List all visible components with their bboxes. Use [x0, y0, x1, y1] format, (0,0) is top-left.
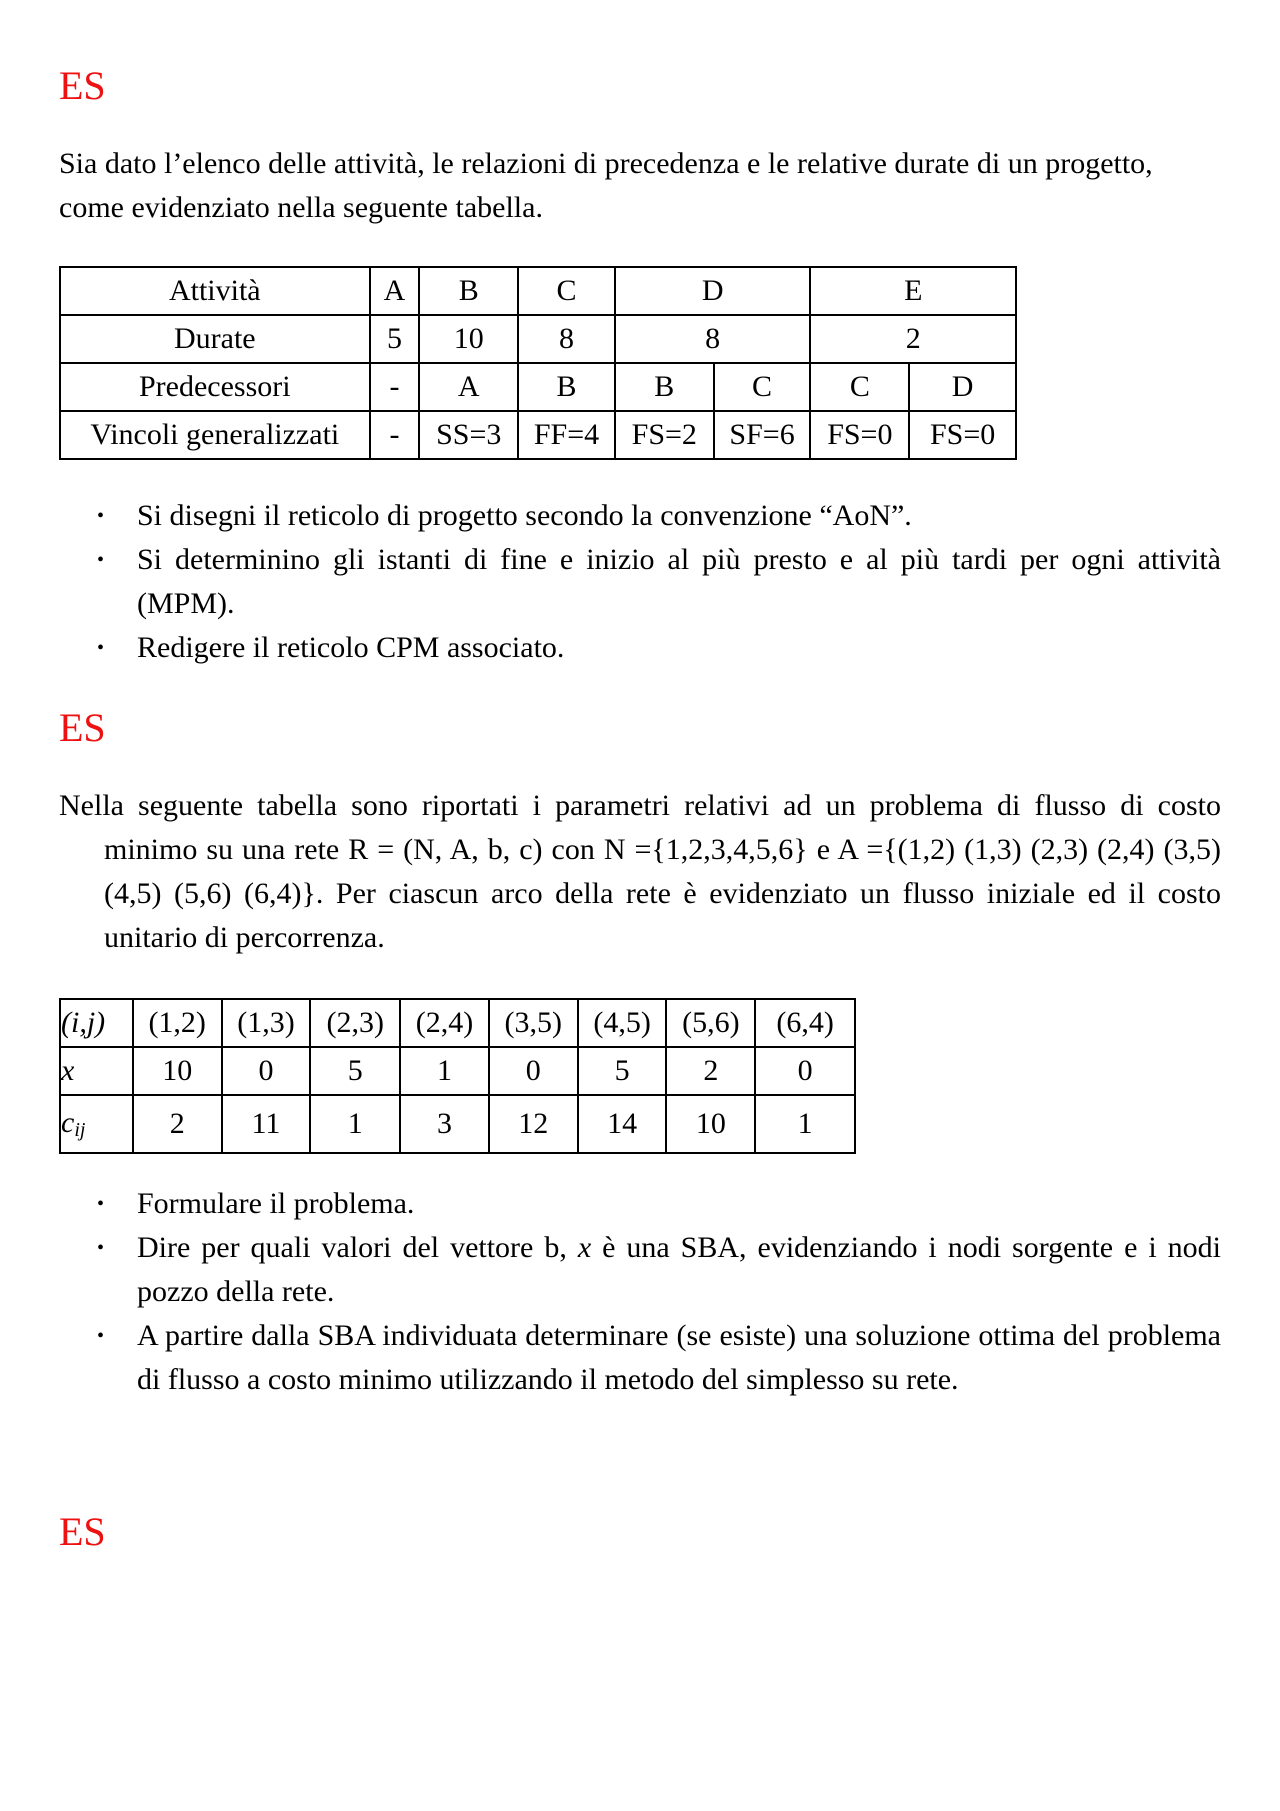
table-cell: SF=6	[714, 411, 811, 459]
table-cell: 8	[615, 315, 811, 363]
table-cell: FS=2	[615, 411, 714, 459]
table-cell: 10	[133, 1047, 222, 1095]
list-item: • Si determinino gli istanti di fine e inizio al più presto e al più tardi per ogni attività (MPM).	[59, 538, 1221, 626]
table-row	[60, 315, 1016, 363]
table-cell: FS=0	[909, 411, 1016, 459]
table-cell: (5,6)	[666, 999, 755, 1047]
row-label-cij: $c_{ij}$	[60, 1095, 133, 1153]
table-cell: (1,2)	[133, 999, 222, 1047]
table-cell: 1	[755, 1095, 855, 1153]
table-cell: FF=4	[518, 411, 615, 459]
bullet-icon: •	[97, 1237, 105, 1259]
table-cell: 5	[310, 1047, 400, 1095]
bullet-icon: •	[97, 1193, 105, 1215]
header-ij: (i,j)	[60, 999, 133, 1047]
table-cell: 5	[578, 1047, 667, 1095]
list-item: • Formulare il problema.	[59, 1182, 1221, 1226]
activity-table	[59, 266, 1017, 460]
table-cell: 3	[400, 1095, 489, 1153]
table-cell: -	[370, 363, 420, 411]
table-cell: B	[518, 363, 615, 411]
list-item: • Si disegni il reticolo di progetto secondo la convenzione “AoN”.	[59, 494, 1221, 538]
section1-intro: Sia dato l’elenco delle attività, le relazioni di precedenza e le relative durate di un progetto, come evidenziato nella seguente tabella.	[59, 147, 1153, 224]
list-item: • Dire per quali valori del vettore b, x è una SBA, evidenziando i nodi sorgente e i nodi pozzo della rete.	[59, 1226, 1221, 1314]
table-cell: 5	[370, 315, 420, 363]
list-item: • A partire dalla SBA individuata determinare (se esiste) una soluzione ottima del problema di flusso a costo minimo utilizzando il metodo del simplesso su rete.	[59, 1314, 1221, 1402]
section-heading-1: ES	[59, 63, 106, 108]
bullet-icon: •	[97, 505, 105, 527]
table-cell: (6,4)	[755, 999, 855, 1047]
table-row	[60, 363, 1016, 411]
table-cell: 1	[400, 1047, 489, 1095]
table-cell: -	[370, 411, 420, 459]
table-cell: 14	[578, 1095, 667, 1153]
table-cell: 1	[310, 1095, 400, 1153]
table-cell: A	[370, 267, 420, 315]
table-row	[60, 999, 855, 1047]
table-cell: D	[909, 363, 1016, 411]
section-heading-3: ES	[59, 1509, 106, 1554]
table-cell: 2	[133, 1095, 222, 1153]
row-label-attivita: Attività	[60, 267, 370, 315]
table-cell: A	[419, 363, 518, 411]
table-cell: B	[419, 267, 518, 315]
table-cell: 10	[666, 1095, 755, 1153]
section1-bullet-list	[59, 494, 1221, 670]
table-cell: 2	[666, 1047, 755, 1095]
bullet-icon: •	[97, 549, 105, 571]
table-cell: C	[714, 363, 811, 411]
section2-intro: Nella seguente tabella sono riportati i parametri relativi ad un problema di flusso di costo minimo su una rete R = (N, A, b, c) con N ={1,2,3,4,5,6} e A ={(1,2) (1,3) (2,3) (2,4) (3,5) (4,5) (5,6) (6,4)}. Per ciascun arco della rete è evidenziato un flusso iniziale ed il costo unitario di percorrenza.	[59, 789, 1221, 954]
table-cell: C	[518, 267, 615, 315]
table-cell: 0	[222, 1047, 311, 1095]
table-cell: (3,5)	[489, 999, 578, 1047]
row-label-durate: Durate	[60, 315, 370, 363]
table-cell: 8	[518, 315, 615, 363]
table-row	[60, 1047, 855, 1095]
table-cell: C	[810, 363, 909, 411]
table-cell: E	[810, 267, 1016, 315]
arc-table	[59, 998, 856, 1154]
bullet-icon: •	[97, 1325, 105, 1347]
table-cell: B	[615, 363, 714, 411]
table-cell: 2	[810, 315, 1016, 363]
row-label-predecessori: Predecessori	[60, 363, 370, 411]
table-cell: 12	[489, 1095, 578, 1153]
table-cell: 0	[489, 1047, 578, 1095]
bullet-icon: •	[97, 637, 105, 659]
table-cell: (2,4)	[400, 999, 489, 1047]
table-row	[60, 411, 1016, 459]
table-cell: (2,3)	[310, 999, 400, 1047]
section2-bullet-list	[59, 1182, 1221, 1402]
table-cell: 11	[222, 1095, 311, 1153]
table-cell: SS=3	[419, 411, 518, 459]
row-label-vincoli: Vincoli generalizzati	[60, 411, 370, 459]
table-cell: 0	[755, 1047, 855, 1095]
table-row	[60, 267, 1016, 315]
table-cell: 10	[419, 315, 518, 363]
section-heading-2: ES	[59, 705, 106, 750]
table-row	[60, 1095, 855, 1153]
table-cell: (4,5)	[578, 999, 667, 1047]
table-cell: FS=0	[810, 411, 909, 459]
table-cell: D	[615, 267, 811, 315]
list-item: • Redigere il reticolo CPM associato.	[59, 626, 1221, 670]
table-cell: (1,3)	[222, 999, 311, 1047]
row-label-x: x	[60, 1047, 133, 1095]
